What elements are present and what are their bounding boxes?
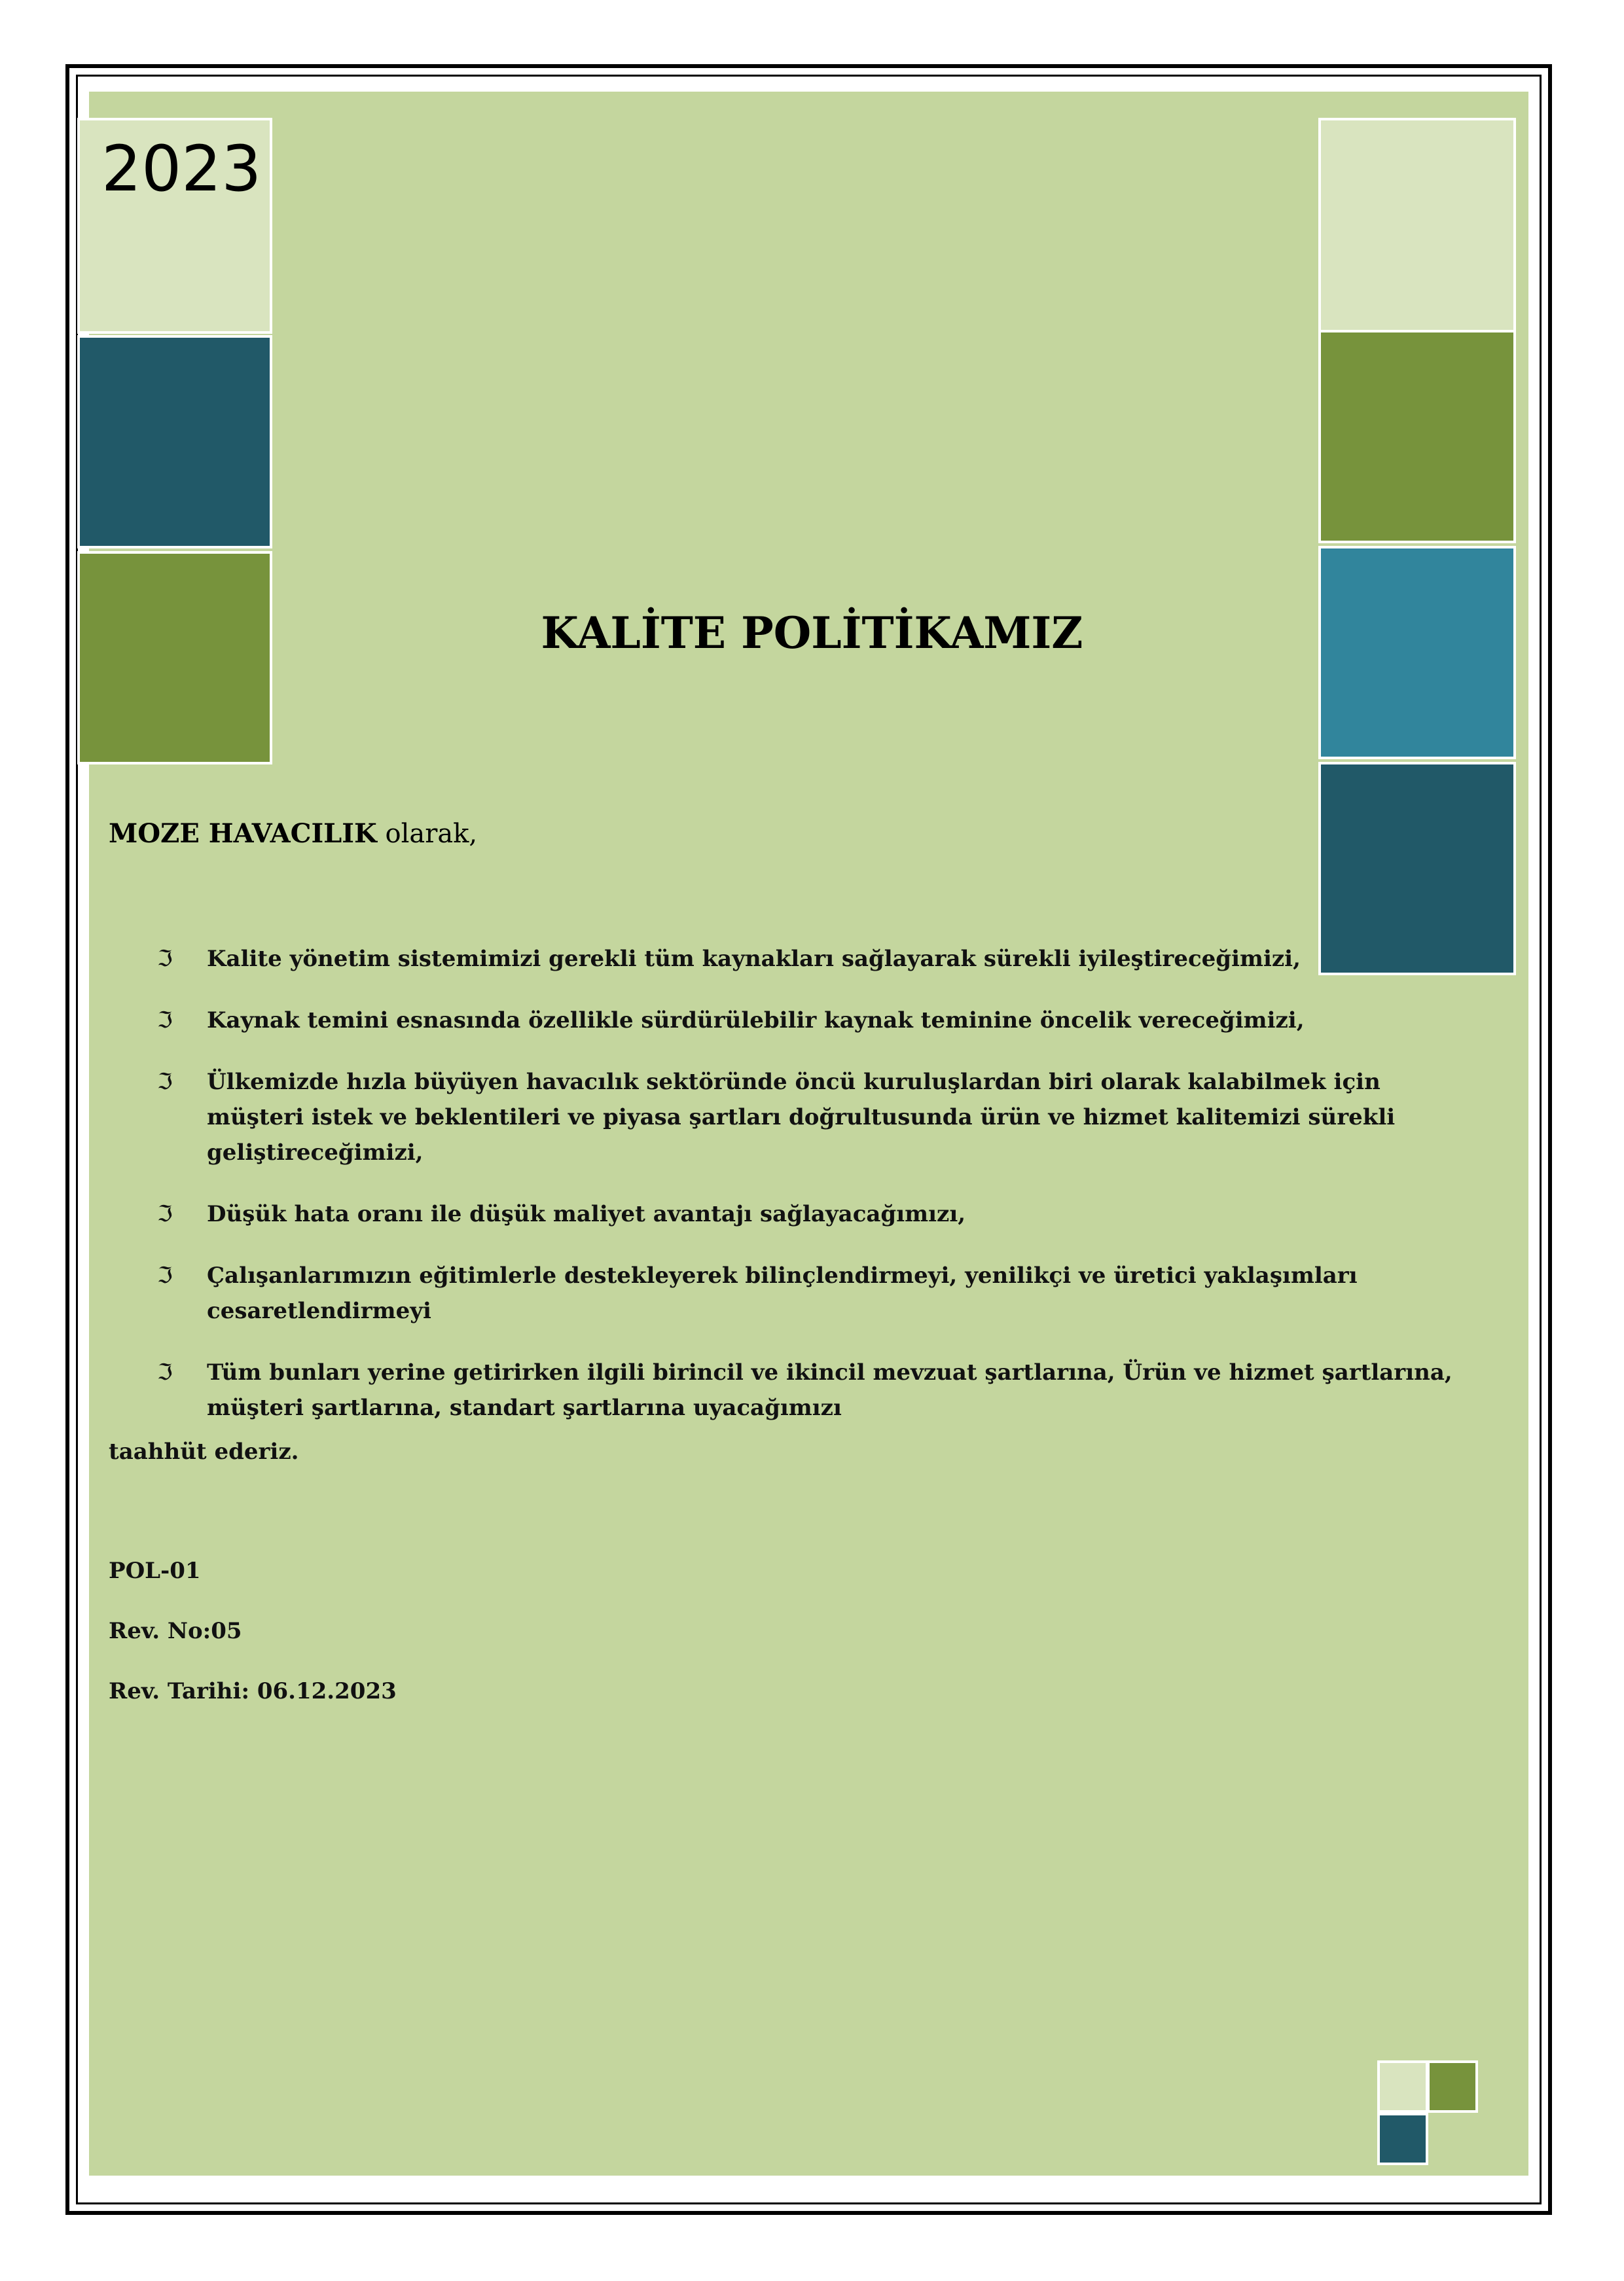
year-label: 2023 bbox=[101, 132, 262, 206]
list-item bbox=[157, 1258, 1479, 1329]
revision-number: Rev. No:05 bbox=[109, 1618, 242, 1644]
company-name: MOZE HAVACILIK bbox=[109, 818, 377, 849]
list-item-text: Kalite yönetim sistemimizi gerekli tüm kaynakları sağlayarak sürekli iyileştireceğimizi, bbox=[207, 946, 1301, 972]
list-item-text: Tüm bunları yerine getirirken ilgili birincil ve ikincil mevzuat şartlarına, Ürün ve hizmet şartlarına, müşteri şartlarına, standart şartlarına uyacağımızı bbox=[207, 1359, 1453, 1421]
page-title: KALİTE POLİTİKAMIZ bbox=[541, 607, 1083, 658]
list-item bbox=[157, 1355, 1479, 1426]
bullet-icon: ℑ bbox=[157, 1263, 173, 1289]
intro-suffix: olarak, bbox=[376, 819, 478, 849]
bullet-icon: ℑ bbox=[157, 1007, 173, 1033]
corner-square-light bbox=[1377, 2060, 1428, 2113]
list-item bbox=[157, 1196, 1479, 1232]
policy-list bbox=[157, 941, 1479, 1452]
bullet-icon: ℑ bbox=[157, 1069, 173, 1095]
bullet-icon: ℑ bbox=[157, 946, 173, 972]
list-item bbox=[157, 1064, 1479, 1170]
list-item-text: Çalışanlarımızın eğitimlerle destekleyerek bilinçlendirmeyi, yenilikçi ve üretici yaklaşımları cesaretlendirmeyi bbox=[207, 1263, 1358, 1324]
bullet-icon: ℑ bbox=[157, 1359, 173, 1386]
right-block-light bbox=[1318, 118, 1516, 332]
list-item bbox=[157, 1003, 1479, 1038]
right-block-olive bbox=[1318, 330, 1516, 543]
list-item-text: Kaynak temini esnasında özellikle sürdürülebilir kaynak teminine öncelik vereceğimizi, bbox=[207, 1007, 1305, 1033]
intro-line bbox=[109, 818, 477, 849]
document-code: POL-01 bbox=[109, 1558, 201, 1584]
revision-date: Rev. Tarihi: 06.12.2023 bbox=[109, 1678, 397, 1704]
list-item-text: Ülkemizde hızla büyüyen havacılık sektöründe öncü kuruluşlardan biri olarak kalabilmek için müşteri istek ve beklentileri ve piyasa şartları doğrultusunda ürün ve hizmet kalitemizi sürekli geliştireceğimizi, bbox=[207, 1069, 1396, 1166]
corner-square-teal-dark bbox=[1377, 2113, 1428, 2165]
left-block-teal-dark bbox=[77, 335, 272, 548]
corner-square-olive bbox=[1427, 2060, 1478, 2113]
bullet-icon: ℑ bbox=[157, 1201, 173, 1227]
closing-text: taahhüt ederiz. bbox=[109, 1439, 299, 1465]
list-item bbox=[157, 941, 1479, 977]
list-item-text: Düşük hata oranı ile düşük maliyet avantajı sağlayacağımızı, bbox=[207, 1201, 966, 1227]
